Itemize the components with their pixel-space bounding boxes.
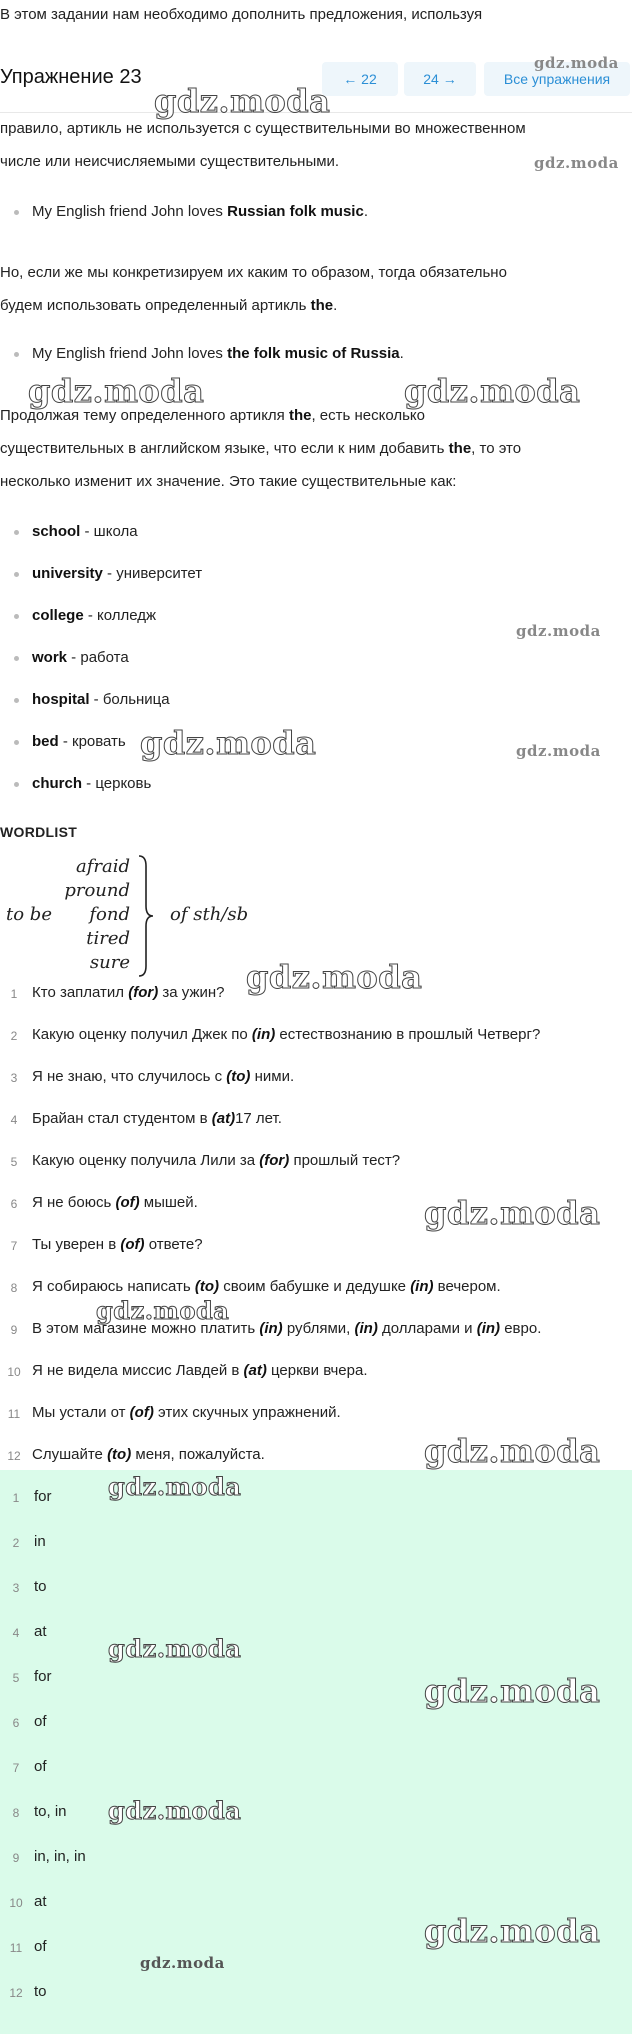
watermark: gdz.moda [108,1472,242,1501]
question-item [0,1068,632,1092]
answer-item [0,1983,632,2007]
all-exercises-button[interactable]: Все упражнения [484,62,630,96]
answer-text: of [34,1758,47,1775]
question-text: ответе? [144,1236,203,1253]
paragraph-text: , есть несколько [311,407,426,424]
watermark: gdz.moda [140,1954,225,1972]
answer-item [0,1623,632,1647]
question-item [0,1320,632,1344]
answer-text: for [34,1488,52,1505]
question-hint: (of) [120,1236,145,1253]
watermark: gdz.moda [108,1634,242,1663]
question-text: мышей. [139,1194,198,1211]
bullet-dot [14,572,19,577]
question-text: Какую оценку получила Лили за [32,1152,260,1169]
paragraph-line [0,289,632,322]
answer-item [0,1533,632,1557]
question-hint: (for) [128,984,159,1001]
watermark: gdz.moda [154,82,331,120]
question-number: 10 [7,1365,21,1379]
question-hint: (in) [354,1320,378,1337]
question-hint: (of) [115,1194,140,1211]
paragraph-text: . [333,297,338,314]
paragraph-line [0,432,632,465]
watermark: gdz.moda [534,54,619,72]
question-number: 7 [10,1239,18,1253]
formula-word: afraid [75,856,130,877]
answer-number: 5 [12,1671,20,1685]
question-text: этих скучных упражнений. [153,1404,341,1421]
noun-ru: - работа [67,649,129,666]
paragraph-text: , то это [471,440,522,457]
formula-word: tired [86,928,130,949]
watermark: gdz.moda [96,1296,230,1325]
answer-text: of [34,1938,47,1955]
question-text: Ты уверен в [32,1236,121,1253]
answer-number: 7 [12,1761,20,1775]
question-text: Я собираюсь написать [32,1278,195,1295]
question-text: церкви вчера. [266,1362,368,1379]
article-bold: the [448,440,472,457]
watermark: gdz.moda [424,1672,601,1710]
question-item [0,1026,632,1050]
bullet-dot [14,352,19,357]
question-hint: (in) [259,1320,283,1337]
question-hint: (for) [259,1152,290,1169]
question-text: 17 лет. [235,1110,282,1127]
question-hint: (at) [243,1362,267,1379]
formula-word: fond [89,904,130,925]
noun-ru: - школа [80,523,138,540]
bullet-dot [14,698,19,703]
question-hint: (in) [410,1278,434,1295]
question-text: рублями, [282,1320,355,1337]
answer-item [0,1848,632,1872]
watermark: gdz.moda [246,958,423,996]
next-exercise-button[interactable]: 24 → [404,62,476,96]
question-number: 1 [10,987,18,1001]
noun-en: university [32,565,103,582]
answer-number: 2 [12,1536,20,1550]
watermark: gdz.moda [534,154,619,172]
paragraph-line: числе или неисчисляемыми существительными. [0,153,340,170]
noun-ru: - университет [102,565,203,582]
answer-item [0,1578,632,1602]
example-bold: Russian folk music [227,203,364,220]
answer-number: 11 [9,1941,23,1955]
formula-left: to be [6,904,52,925]
question-text: Мы устали от [32,1404,130,1421]
question-item [0,1404,632,1428]
paragraph-line: правило, артикль не используется с существительными во множественном [0,120,526,137]
bullet-dot [14,210,19,215]
question-text: ними. [250,1068,295,1085]
question-number: 9 [10,1323,18,1337]
question-text: Слушайте [32,1446,108,1463]
bullet-dot [14,740,19,745]
prev-exercise-button[interactable]: ← 22 [322,62,398,96]
question-item [0,1236,632,1260]
question-text: прошлый тест? [289,1152,401,1169]
answer-text: in, in, in [34,1848,86,1865]
answer-text: for [34,1668,52,1685]
question-item [0,1362,632,1386]
answer-number: 8 [12,1806,20,1820]
question-number: 5 [10,1155,18,1169]
answer-text: at [34,1893,47,1910]
question-item [0,1152,632,1176]
wordlist-heading: WORDLIST [0,824,78,840]
watermark: gdz.moda [424,1432,601,1470]
bullet-dot [14,656,19,661]
example-bold: the folk music of Russia [227,345,400,362]
question-number: 3 [10,1071,18,1085]
bullet-dot [14,530,19,535]
question-number: 8 [10,1281,18,1295]
example-text: . [363,203,368,220]
formula-right: of sth/sb [170,904,249,925]
question-hint: (to) [107,1446,132,1463]
question-hint: (in) [476,1320,501,1337]
noun-ru: - церковь [82,775,152,792]
example-text: My English friend John loves [32,203,228,220]
question-number: 6 [10,1197,18,1211]
question-text: Кто заплатил [32,984,129,1001]
question-text: меня, пожалуйста. [131,1446,265,1463]
paragraph-text: будем использовать определенный артикль [0,297,311,314]
question-text: В этом магазине можно платить [32,1320,260,1337]
question-hint: (in) [251,1026,276,1043]
watermark: gdz.moda [424,1912,601,1950]
paragraph-3 [0,399,632,498]
question-text: долларами и [377,1320,477,1337]
question-number: 2 [10,1029,18,1043]
bullet-dot [14,614,19,619]
noun-en: bed [32,733,59,750]
brace-icon [136,854,156,978]
intro-line: В этом задании нам необходимо дополнить предложения, используя [0,6,483,23]
answer-text: to [34,1578,47,1595]
question-number: 11 [7,1407,21,1421]
answer-item [0,1713,632,1737]
noun-en: school [32,523,81,540]
answer-item [0,1758,632,1782]
question-text: Я не знаю, что случилось с [32,1068,227,1085]
paragraph-line: Но, если же мы конкретизируем их каким то образом, тогда обязательно [0,264,507,281]
question-text: за ужин? [158,984,225,1001]
question-text: естествознанию в прошлый Четверг? [275,1026,541,1043]
noun-en: work [32,649,68,666]
question-text: Какую оценку получил Джек по [32,1026,252,1043]
answer-number: 10 [9,1896,23,1910]
watermark: gdz.moda [404,372,581,410]
answer-text: of [34,1713,47,1730]
answer-text: in [34,1533,46,1550]
watermark: gdz.moda [140,724,317,762]
question-hint: (at) [211,1110,236,1127]
question-hint: (to) [194,1278,220,1295]
watermark: gdz.moda [516,742,601,760]
example-text: . [399,345,404,362]
watermark: gdz.moda [28,372,205,410]
example-text: My English friend John loves [32,345,228,362]
answer-item [0,1803,632,1827]
question-text: Брайан стал студентом в [32,1110,212,1127]
question-text: вечером. [433,1278,501,1295]
answer-number: 12 [9,1986,23,2000]
formula-word: sure [89,952,130,973]
watermark: gdz.moda [516,622,601,640]
answer-number: 1 [12,1491,20,1505]
answer-text: to, in [34,1803,67,1820]
noun-en: hospital [32,691,90,708]
noun-ru: - больница [89,691,170,708]
question-item [0,1278,632,1302]
question-text: Я не боюсь [32,1194,116,1211]
question-text: Я не видела миссис Лавдей в [32,1362,244,1379]
question-number: 4 [10,1113,18,1127]
answer-number: 4 [12,1626,20,1640]
paragraph-2 [0,256,632,322]
question-text: евро. [500,1320,542,1337]
noun-en: college [32,607,84,624]
formula-word: pround [64,880,130,901]
paragraph-text: существительных в английском языке, что если к ним добавить [0,440,449,457]
bullet-dot [14,782,19,787]
watermark: gdz.moda [424,1194,601,1232]
question-hint: (of) [129,1404,154,1421]
question-item [0,1110,632,1134]
answer-text: at [34,1623,47,1640]
noun-ru: - колледж [83,607,157,624]
noun-ru: - кровать [58,733,126,750]
question-number: 12 [7,1449,21,1463]
answer-number: 9 [12,1851,20,1865]
answer-text: to [34,1983,47,2000]
paragraph-line: несколько изменит их значение. Это такие существительные как: [0,473,457,490]
answer-number: 6 [12,1716,20,1730]
noun-en: church [32,775,83,792]
answer-number: 3 [12,1581,20,1595]
paragraph-text: Продолжая тему определенного артикля [0,407,289,424]
question-text: своим бабушке и дедушке [219,1278,411,1295]
exercise-title: Упражнение 23 [0,66,142,88]
article-bold: the [288,407,312,424]
question-hint: (to) [226,1068,251,1085]
article-bold: the [310,297,334,314]
watermark: gdz.moda [108,1796,242,1825]
answer-item [0,1488,632,1512]
